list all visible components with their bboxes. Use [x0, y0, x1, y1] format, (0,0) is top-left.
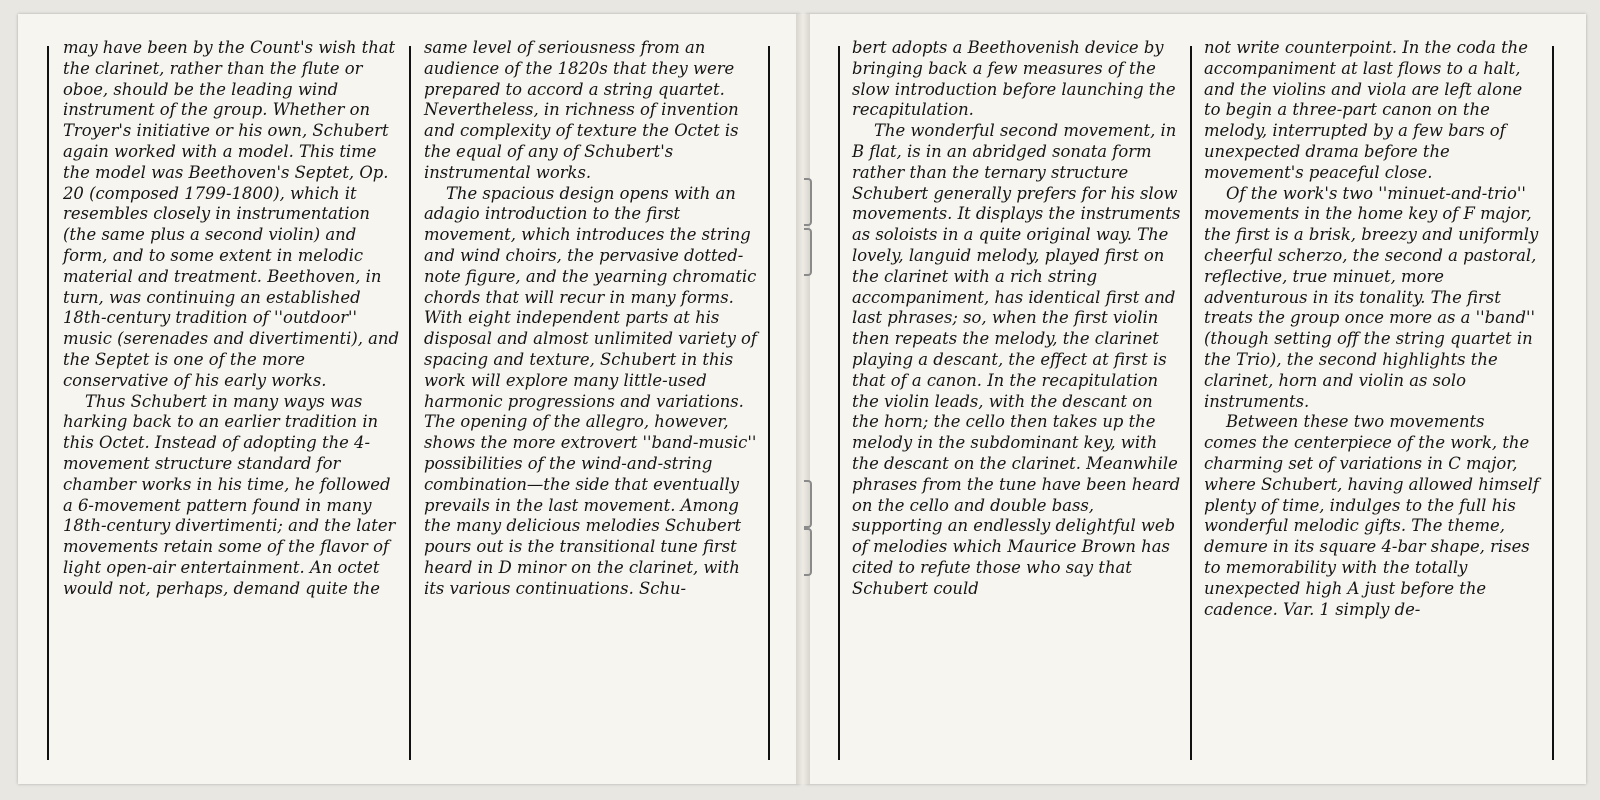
- staple-icon: [804, 480, 812, 528]
- paragraph: The spacious design opens with an adagio introduction to the first movement, which introduces the string and wind choirs, the pervasive dotted-note figure, and the yearning chromatic chords that will recur in many forms. With eight independent parts at his disposal and almost unlimited variety of spacing and texture, Schubert in this work will explore many little-used harmonic progressions and variations. The opening of the allegro, however, shows the more extrovert ''band-music'' possibilities of the wind-and-string combination—the side that eventually prevails in the last movement. Among the many delicious melodies Schubert pours out is the transitional tune first heard in D minor on the clarinet, with its various continuations. Schu-: [424, 183, 757, 598]
- text-column-4: [1204, 38, 1542, 620]
- paragraph: Of the work's two ''minuet-and-trio'' movements in the home key of F major, the first is a brisk, breezy and uniformly cheerful scherzo, the second a pastoral, reflective, true minuet, more adventurous in its tonality. The first treats the group once more as a ''band'' (though setting off the string quartet in the Trio), the second highlights the clarinet, horn and violin as solo instruments.: [1204, 183, 1539, 411]
- staple-icon: [804, 178, 812, 226]
- column-rule: [47, 46, 49, 760]
- staple-icon: [804, 528, 812, 576]
- text-column-2: [424, 38, 758, 600]
- column-rule: [1190, 46, 1192, 760]
- paragraph: may have been by the Count's wish that the clarinet, rather than the flute or oboe, should be the leading wind instrument of the group. Whether on Troyer's initiative or his own, Schubert again worked with a model. This time the model was Beethoven's Septet, Op. 20 (composed 1799-1800), which it resembles closely in instrumentation (the same plus a second violin) and form, and to some extent in melodic material and treatment. Beethoven, in turn, was continuing an established 18th-century tradition of ''outdoor'' music (serenades and divertimenti), and the Septet is one of the more conservative of his early works.: [63, 38, 399, 390]
- column-rule: [409, 46, 411, 760]
- paragraph: not write counterpoint. In the coda the accompaniment at last flows to a halt, and the violins and viola are left alone to begin a three-part canon on the melody, interrupted by a few bars of unexpected drama before the movement's peaceful close.: [1204, 38, 1528, 182]
- paragraph: bert adopts a Beethovenish device by bringing back a few measures of the slow introduction before launching the recapitulation.: [852, 38, 1176, 120]
- paragraph: The wonderful second movement, in B flat, is in an abridged sonata form rather than the ternary structure Schubert generally prefers for his slow movements. It displays the instruments as soloists in a quite original way. The lovely, languid melody, played first on the clarinet with a rich string accompaniment, has identical first and last phrases; so, when the first violin then repeats the melody, the clarinet playing a descant, the effect at first is that of a canon. In the recapitulation the violin leads, with the descant on the horn; the cello then takes up the melody in the subdominant key, with the descant on the clarinet. Meanwhile phrases from the tune have been heard on the cello and double bass, supporting an endlessly delightful web of melodies which Maurice Brown has cited to refute those who say that Schubert could: [852, 121, 1181, 598]
- text-column-1: [63, 38, 399, 600]
- staple-icon: [804, 228, 812, 276]
- column-rule: [768, 46, 770, 760]
- paragraph: Thus Schubert in many ways was harking back to an earlier tradition in this Octet. Instead of adopting the 4-movement structure standard for chamber works in his time, he followed a 6-movement pattern found in many 18th-century divertimenti; and the later movements retain some of the flavor of light open-air entertainment. An octet would not, perhaps, demand quite the: [63, 391, 396, 598]
- text-column-3: [852, 38, 1182, 600]
- booklet-gutter: [796, 14, 810, 784]
- paragraph: Between these two movements comes the centerpiece of the work, the charming set of variations in C major, where Schubert, having allowed himself plenty of time, indulges to the full his wonderful melodic gifts. The theme, demure in its square 4-bar shape, rises to memorability with the totally unexpected high A just before the cadence. Var. 1 simply de-: [1204, 412, 1539, 619]
- paragraph: same level of seriousness from an audience of the 1820s that they were prepared to accord a string quartet. Nevertheless, in richness of invention and complexity of texture the Octet is the equal of any of Schubert's instrumental works.: [424, 38, 739, 182]
- column-rule: [838, 46, 840, 760]
- column-rule: [1552, 46, 1554, 760]
